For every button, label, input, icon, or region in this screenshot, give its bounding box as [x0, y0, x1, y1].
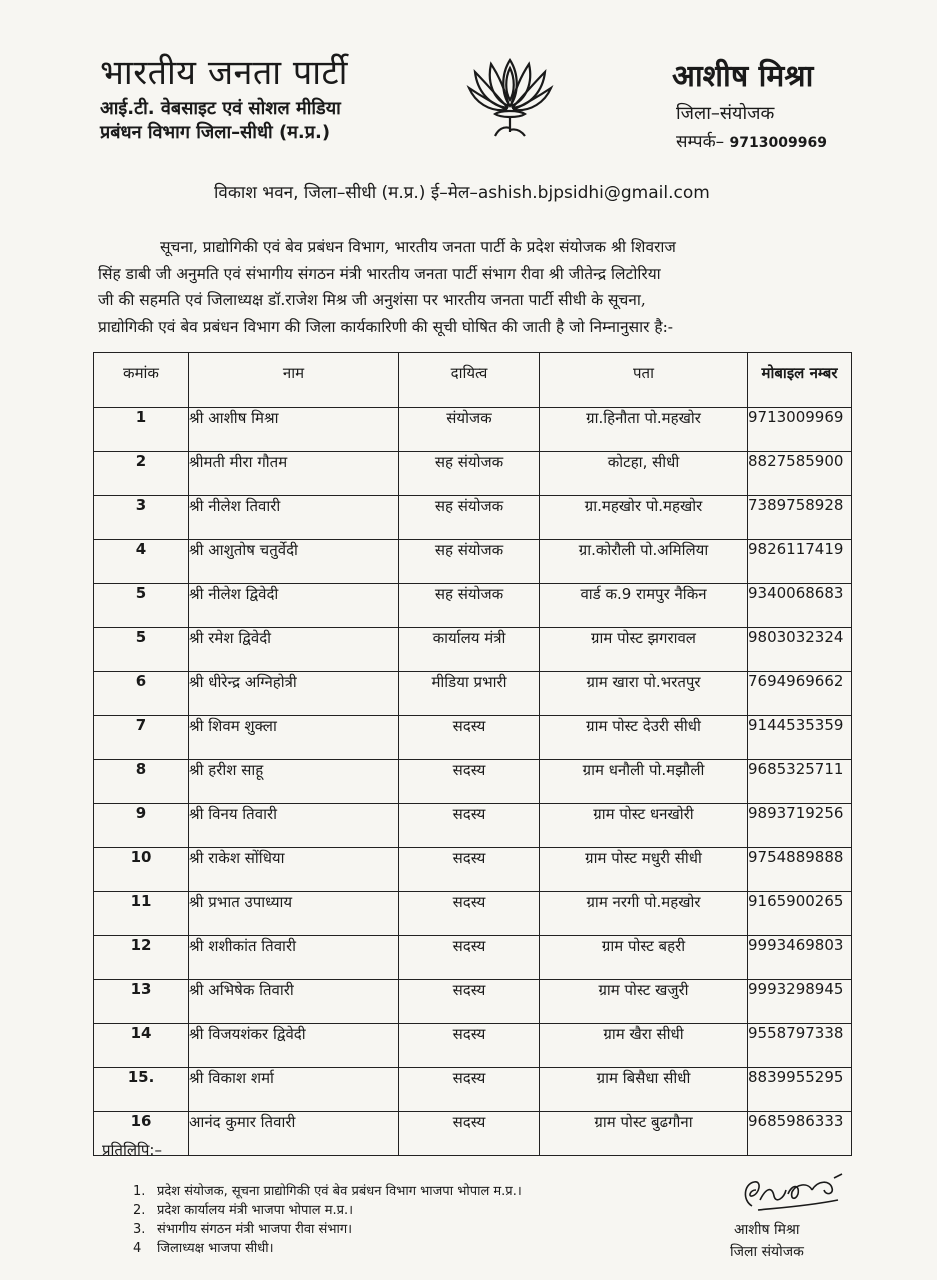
copy-item-number: 1.	[133, 1184, 146, 1199]
role-cell: संयोजक	[399, 408, 540, 452]
address-cell: ग्राम पोस्ट मधुरी सीधी	[540, 848, 748, 892]
role-cell: सह संयोजक	[399, 540, 540, 584]
table-row	[94, 496, 852, 540]
signature-image	[738, 1170, 848, 1214]
role-cell: सदस्य	[399, 804, 540, 848]
person-role: जिला–संयोजक	[676, 103, 775, 124]
table-row	[94, 628, 852, 672]
table-row	[94, 760, 852, 804]
role-cell: सदस्य	[399, 1024, 540, 1068]
serial-cell: 7	[94, 716, 189, 760]
org-department-line2: प्रबंधन विभाग जिला–सीधी (म.प्र.)	[100, 122, 331, 143]
name-cell: श्री हरीश साहू	[189, 760, 399, 804]
serial-cell: 6	[94, 672, 189, 716]
role-cell: सदस्य	[399, 760, 540, 804]
notice-line: जी की सहमति एवं जिलाध्यक्ष डॉ.राजेश मिश्र जी अनुशंसा पर भारतीय जनता पार्टी सीधी के सूचना,	[98, 291, 646, 309]
table-row	[94, 716, 852, 760]
table-row	[94, 1068, 852, 1112]
table-row	[94, 848, 852, 892]
serial-cell: 12	[94, 936, 189, 980]
role-cell: सह संयोजक	[399, 496, 540, 540]
table-row	[94, 1024, 852, 1068]
address-cell: ग्राम नरगी पो.महखोर	[540, 892, 748, 936]
name-cell: श्री आशुतोष चतुर्वेदी	[189, 540, 399, 584]
role-cell: सदस्य	[399, 1112, 540, 1156]
serial-cell: 5	[94, 628, 189, 672]
serial-cell: 3	[94, 496, 189, 540]
serial-cell: 11	[94, 892, 189, 936]
address-cell: ग्राम पोस्ट झगरावल	[540, 628, 748, 672]
notice-paragraph	[98, 234, 843, 340]
role-cell: सदस्य	[399, 848, 540, 892]
mobile-cell: 9993298945	[748, 980, 852, 1024]
copy-item	[133, 1239, 522, 1258]
name-cell: आनंद कुमार तिवारी	[189, 1112, 399, 1156]
name-cell: श्री शशीकांत तिवारी	[189, 936, 399, 980]
name-cell: श्री प्रभात उपाध्याय	[189, 892, 399, 936]
org-name: भारतीय जनता पार्टी	[100, 53, 348, 93]
person-contact	[676, 129, 827, 152]
name-cell: श्री विनय तिवारी	[189, 804, 399, 848]
serial-cell: 14	[94, 1024, 189, 1068]
name-cell: श्री अभिषेक तिवारी	[189, 980, 399, 1024]
name-cell: श्री शिवम शुक्ला	[189, 716, 399, 760]
mobile-cell: 9713009969	[748, 408, 852, 452]
mobile-cell: 9340068683	[748, 584, 852, 628]
contact-label: सम्पर्क–	[676, 132, 725, 152]
mobile-cell: 9144535359	[748, 716, 852, 760]
copy-item-text: संभागीय संगठन मंत्री भाजपा रीवा संभाग।	[157, 1222, 353, 1237]
role-cell: सदस्य	[399, 892, 540, 936]
copy-item-number: 3.	[133, 1222, 146, 1237]
mobile-cell: 8839955295	[748, 1068, 852, 1112]
serial-cell: 4	[94, 540, 189, 584]
role-cell: सदस्य	[399, 1068, 540, 1112]
signatory-role: जिला संयोजक	[730, 1244, 804, 1260]
table-row	[94, 584, 852, 628]
table-body	[94, 408, 852, 1156]
lotus-icon	[465, 42, 555, 142]
mobile-cell: 9803032324	[748, 628, 852, 672]
serial-cell: 5	[94, 584, 189, 628]
header-serial: कमांक	[94, 353, 189, 408]
serial-cell: 16	[94, 1112, 189, 1156]
address-cell: कोटहा, सीधी	[540, 452, 748, 496]
address-cell: ग्राम पोस्ट देउरी सीधी	[540, 716, 748, 760]
address-cell: ग्राम पोस्ट खजुरी	[540, 980, 748, 1024]
role-cell: सदस्य	[399, 936, 540, 980]
table-row	[94, 936, 852, 980]
mobile-cell: 9993469803	[748, 936, 852, 980]
table-header-row	[94, 353, 852, 408]
table-row	[94, 1112, 852, 1156]
name-cell: श्री विजयशंकर द्विवेदी	[189, 1024, 399, 1068]
serial-cell: 8	[94, 760, 189, 804]
copy-item	[133, 1182, 522, 1201]
serial-cell: 13	[94, 980, 189, 1024]
copy-item-text: प्रदेश संयोजक, सूचना प्राद्योगिकी एवं बेव प्रबंधन विभाग भाजपा भोपाल म.प्र.।	[157, 1184, 522, 1199]
serial-cell: 10	[94, 848, 189, 892]
address-email-line: विकाश भवन, जिला–सीधी (म.प्र.) ई–मेल–ashish.bjpsidhi@gmail.com	[214, 183, 710, 203]
mobile-cell: 9685986333	[748, 1112, 852, 1156]
copy-item-text: प्रदेश कार्यालय मंत्री भाजपा भोपाल म.प्र.।	[157, 1203, 354, 1218]
notice-line: सूचना, प्राद्योगिकी एवं बेव प्रबंधन विभाग, भारतीय जनता पार्टी के प्रदेश संयोजक श्री शिवराज	[160, 238, 676, 256]
header-mobile: मोबाइल नम्बर	[748, 353, 852, 408]
address-cell: वार्ड क.9 रामपुर नैकिन	[540, 584, 748, 628]
copy-item-number: 2.	[133, 1203, 146, 1218]
mobile-cell: 9754889888	[748, 848, 852, 892]
header-name: नाम	[189, 353, 399, 408]
copy-item	[133, 1220, 522, 1239]
org-department-line1: आई.टी. वेबसाइट एवं सोशल मीडिया	[100, 98, 341, 119]
role-cell: सदस्य	[399, 716, 540, 760]
header-address: पता	[540, 353, 748, 408]
address-cell: ग्रा.कोरौली पो.अमिलिया	[540, 540, 748, 584]
notice-line: सिंह डाबी जी अनुमति एवं संभागीय संगठन मंत्री भारतीय जनता पार्टी संभाग रीवा श्री जीतेन्द्र लिटोरिया	[98, 264, 661, 283]
copy-item	[133, 1201, 522, 1220]
name-cell: श्री धीरेन्द्र अग्निहोत्री	[189, 672, 399, 716]
role-cell: सह संयोजक	[399, 584, 540, 628]
copy-heading: प्रतिलिपि:–	[102, 1141, 162, 1159]
serial-cell: 2	[94, 452, 189, 496]
role-cell: मीडिया प्रभारी	[399, 672, 540, 716]
name-cell: श्री आशीष मिश्रा	[189, 408, 399, 452]
copy-item-text: जिलाध्यक्ष भाजपा सीधी।	[157, 1241, 274, 1256]
name-cell: श्री रमेश द्विवेदी	[189, 628, 399, 672]
copy-item-number: 4	[133, 1241, 142, 1256]
table-row	[94, 672, 852, 716]
address-cell: ग्राम खैरा सीधी	[540, 1024, 748, 1068]
header-role: दायित्व	[399, 353, 540, 408]
mobile-cell: 9685325711	[748, 760, 852, 804]
name-cell: श्री विकाश शर्मा	[189, 1068, 399, 1112]
mobile-cell: 8827585900	[748, 452, 852, 496]
address-cell: ग्रा.हिनौता पो.महखोर	[540, 408, 748, 452]
name-cell: श्री नीलेश तिवारी	[189, 496, 399, 540]
mobile-cell: 7389758928	[748, 496, 852, 540]
serial-cell: 1	[94, 408, 189, 452]
members-table	[93, 352, 852, 1156]
mobile-cell: 9893719256	[748, 804, 852, 848]
table-row	[94, 452, 852, 496]
name-cell: श्रीमती मीरा गौतम	[189, 452, 399, 496]
role-cell: सदस्य	[399, 980, 540, 1024]
serial-cell: 15.	[94, 1068, 189, 1112]
address-cell: ग्राम बिसैधा सीधी	[540, 1068, 748, 1112]
mobile-cell: 9826117419	[748, 540, 852, 584]
table-row	[94, 540, 852, 584]
copy-list	[133, 1182, 522, 1258]
name-cell: श्री नीलेश द्विवेदी	[189, 584, 399, 628]
table-row	[94, 408, 852, 452]
address-cell: ग्राम खारा पो.भरतपुर	[540, 672, 748, 716]
role-cell: कार्यालय मंत्री	[399, 628, 540, 672]
address-cell: ग्राम पोस्ट बुढगौना	[540, 1112, 748, 1156]
address-cell: ग्राम पोस्ट बहरी	[540, 936, 748, 980]
name-cell: श्री राकेश सोंधिया	[189, 848, 399, 892]
address-cell: ग्राम पोस्ट धनखोरी	[540, 804, 748, 848]
serial-cell: 9	[94, 804, 189, 848]
mobile-cell: 9558797338	[748, 1024, 852, 1068]
person-name: आशीष मिश्रा	[672, 59, 814, 94]
role-cell: सह संयोजक	[399, 452, 540, 496]
signatory-name: आशीष मिश्रा	[734, 1222, 800, 1238]
table-row	[94, 804, 852, 848]
address-cell: ग्राम धनौली पो.मझौली	[540, 760, 748, 804]
table-row	[94, 892, 852, 936]
mobile-cell: 9165900265	[748, 892, 852, 936]
address-cell: ग्रा.महखोर पो.महखोर	[540, 496, 748, 540]
table-row	[94, 980, 852, 1024]
notice-line: प्राद्योगिकी एवं बेव प्रबंधन विभाग की जिला कार्यकारिणी की सूची घोषित की जाती है जो निम्नानुसार है:-	[98, 317, 674, 336]
mobile-cell: 7694969662	[748, 672, 852, 716]
contact-number: 9713009969	[729, 135, 827, 151]
